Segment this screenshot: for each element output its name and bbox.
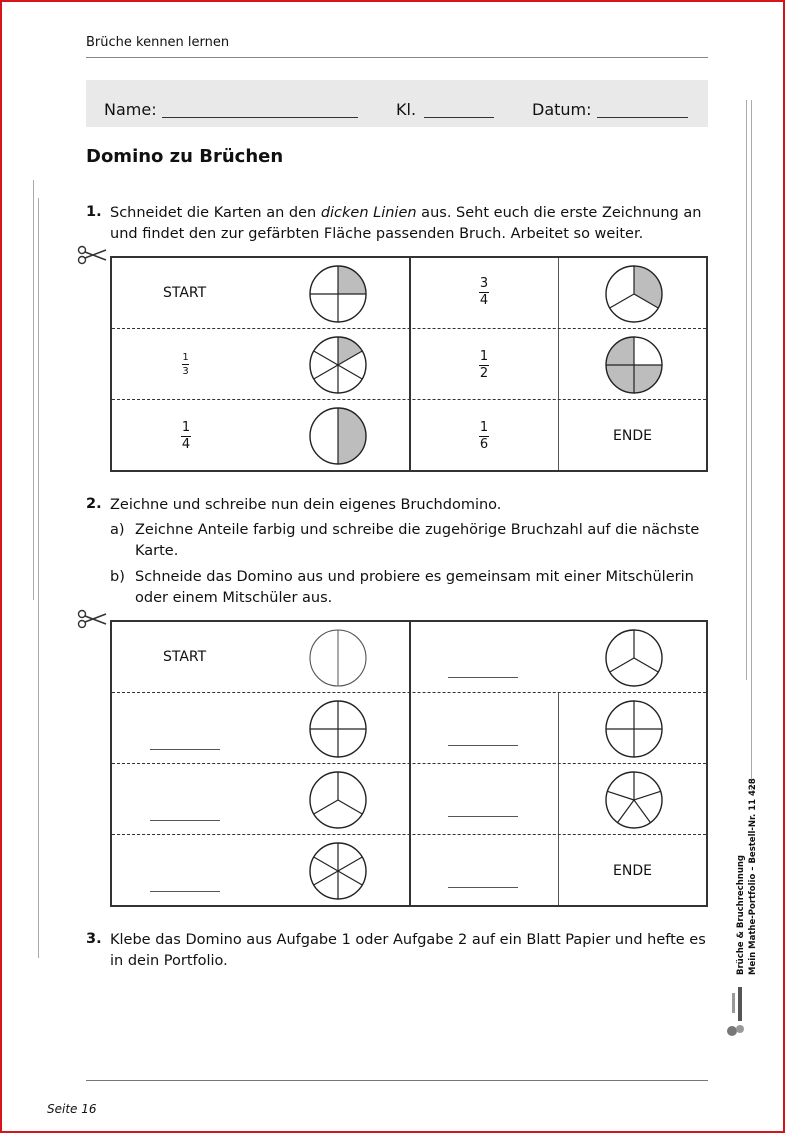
end-label: ENDE xyxy=(613,428,652,444)
scissors-icon xyxy=(76,609,108,629)
card-divider xyxy=(558,258,559,470)
end-label: ENDE xyxy=(613,863,652,879)
circle-sixth-shaded-icon xyxy=(308,335,368,395)
task-2-number: 2. xyxy=(86,496,102,512)
class-label: Kl. xyxy=(396,100,417,119)
circle-quarters-icon xyxy=(604,699,664,759)
task-3-text: Klebe das Domino aus Aufgabe 1 oder Aufgabe 2 auf ein Blatt Papier und hefte es in dein Portfolio. xyxy=(110,932,706,969)
card-divider xyxy=(558,693,559,905)
task-2b-marker: b) xyxy=(110,569,125,585)
circle-third-shaded-icon xyxy=(604,264,664,324)
answer-blank[interactable] xyxy=(150,891,220,892)
header-rule xyxy=(86,57,708,58)
answer-blank[interactable] xyxy=(150,749,220,750)
date-label: Datum: xyxy=(532,100,592,119)
domino-table-1 xyxy=(110,256,708,472)
circle-fifths-icon xyxy=(604,770,664,830)
footer-rule xyxy=(86,1080,708,1081)
publisher-logo-icon xyxy=(724,985,752,1040)
header-title: Brüche kennen lernen xyxy=(86,35,230,50)
answer-blank[interactable] xyxy=(448,816,518,817)
circle-sixths-icon xyxy=(308,841,368,901)
task-2a-marker: a) xyxy=(110,522,125,538)
margin-line xyxy=(751,100,752,790)
side-series: Mein Mathe-Portfolio – Bestell-Nr. 11 428 xyxy=(748,778,758,975)
task-3-number: 3. xyxy=(86,931,102,947)
margin-line xyxy=(38,198,39,958)
start-label: START xyxy=(163,285,207,301)
domino-table-2 xyxy=(110,620,708,907)
task-2b-text: Schneide das Domino aus und probiere es gemeinsam mit einer Mitschülerin oder einem Mitschüler aus. xyxy=(135,569,694,606)
fold-line xyxy=(112,692,706,693)
fraction-1-6: 1 6 xyxy=(479,420,489,452)
fraction-3-4: 3 4 xyxy=(479,276,489,308)
fold-line xyxy=(112,834,706,835)
fold-line xyxy=(112,328,706,329)
page-number: Seite 16 xyxy=(47,1102,97,1116)
fraction-1-2: 1 2 xyxy=(479,349,489,381)
task-1-text: Schneidet die Karten an den dicken Linien aus. Seht euch die erste Zeichnung an und findet den zur gefärbten Fläche passenden Bruch. Arbeitet so weiter. xyxy=(110,205,702,242)
answer-blank[interactable] xyxy=(150,820,220,821)
answer-blank[interactable] xyxy=(448,745,518,746)
circle-thirds-icon xyxy=(308,770,368,830)
fold-line xyxy=(112,763,706,764)
date-line xyxy=(597,117,688,118)
scissors-icon xyxy=(76,245,108,265)
task-2-text: Zeichne und schreibe nun dein eigenes Bruchdomino. xyxy=(110,497,502,513)
circle-quarter-shaded-icon xyxy=(308,264,368,324)
task-1-number: 1. xyxy=(86,204,102,220)
circle-thirds-icon xyxy=(604,628,664,688)
circle-halves-icon xyxy=(308,628,368,688)
fold-line xyxy=(112,399,706,400)
page-title: Domino zu Brüchen xyxy=(86,146,284,167)
fraction-1-4: 1 4 xyxy=(181,420,191,452)
circle-three-quarters-shaded-icon xyxy=(604,335,664,395)
fraction-1-3: 1 3 xyxy=(182,352,189,377)
circle-quarters-icon xyxy=(308,699,368,759)
margin-line xyxy=(33,180,34,600)
answer-blank[interactable] xyxy=(448,677,518,678)
task-2a-text: Zeichne Anteile farbig und schreibe die zugehörige Bruchzahl auf die nächste Karte. xyxy=(135,522,700,559)
name-bar xyxy=(86,80,708,127)
name-label: Name: xyxy=(104,100,157,119)
cut-line xyxy=(409,258,411,470)
margin-line xyxy=(746,100,747,680)
start-label: START xyxy=(163,649,207,665)
class-line xyxy=(424,117,494,118)
answer-blank[interactable] xyxy=(448,887,518,888)
name-line xyxy=(162,117,358,118)
circle-half-shaded-icon xyxy=(308,406,368,466)
side-title: Brüche & Bruchrechnung xyxy=(736,854,746,975)
